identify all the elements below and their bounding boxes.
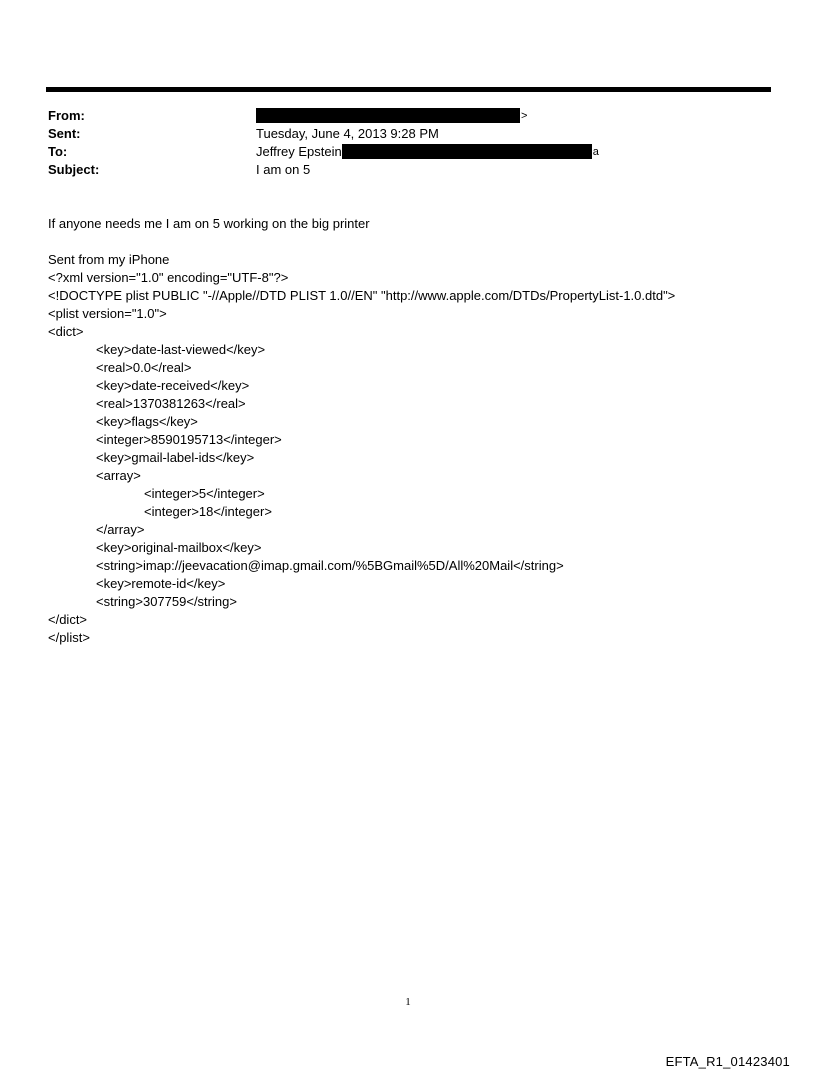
plist-line: <real>1370381263</real>: [96, 396, 246, 411]
plist-line: <key>date-last-viewed</key>: [96, 342, 266, 357]
plist-line: <key>flags</key>: [96, 414, 198, 429]
plist-line: <array>: [96, 468, 141, 483]
message-text: If anyone needs me I am on 5 working on the big printer: [48, 216, 370, 231]
header-divider: [46, 87, 771, 92]
email-body: [48, 215, 778, 647]
page-number: 1: [405, 996, 411, 1008]
plist-line: <string>307759</string>: [96, 594, 237, 609]
to-value: [256, 143, 599, 161]
plist-line: <key>original-mailbox</key>: [96, 540, 262, 555]
plist-line: <real>0.0</real>: [96, 360, 192, 375]
plist-line: <integer>18</integer>: [144, 504, 272, 519]
signature-text: Sent from my iPhone: [48, 252, 170, 267]
to-row: [48, 143, 748, 161]
sent-row: [48, 125, 748, 143]
plist-block: [48, 269, 778, 647]
plist-line: </array>: [96, 522, 145, 537]
plist-line: <integer>8590195713</integer>: [96, 432, 282, 447]
plist-line: <integer>5</integer>: [144, 486, 265, 501]
from-trail: >: [521, 110, 528, 122]
email-header: [48, 107, 748, 179]
plist-line: <dict>: [48, 324, 84, 339]
sent-label: Sent:: [48, 126, 81, 141]
from-value: [256, 107, 527, 125]
subject-label: Subject:: [48, 162, 100, 177]
from-row: [48, 107, 748, 125]
to-label: To:: [48, 144, 68, 159]
subject-value: I am on 5: [256, 162, 311, 177]
redaction-box: [256, 108, 520, 123]
plist-line: <plist version="1.0">: [48, 306, 167, 321]
subject-row: [48, 161, 748, 179]
plist-line: <!DOCTYPE plist PUBLIC "-//Apple//DTD PLIST 1.0//EN" "http://www.apple.com/DTDs/PropertyList-1.0.dtd">: [48, 288, 676, 303]
plist-line: </dict>: [48, 612, 88, 627]
to-trail: a: [592, 146, 599, 158]
plist-line: <key>gmail-label-ids</key>: [96, 450, 255, 465]
from-label: From:: [48, 108, 85, 123]
plist-line: <string>imap://jeevacation@imap.gmail.com/%5BGmail%5D/All%20Mail</string>: [96, 558, 564, 573]
document-id: EFTA_R1_01423401: [665, 1054, 790, 1069]
plist-line: <key>remote-id</key>: [96, 576, 226, 591]
plist-line: <key>date-received</key>: [96, 378, 250, 393]
plist-line: <?xml version="1.0" encoding="UTF-8"?>: [48, 270, 289, 285]
to-name: Jeffrey Epstein: [256, 144, 342, 159]
plist-line: </plist>: [48, 630, 90, 645]
sent-value: Tuesday, June 4, 2013 9:28 PM: [256, 126, 439, 141]
redaction-box: [342, 144, 592, 159]
